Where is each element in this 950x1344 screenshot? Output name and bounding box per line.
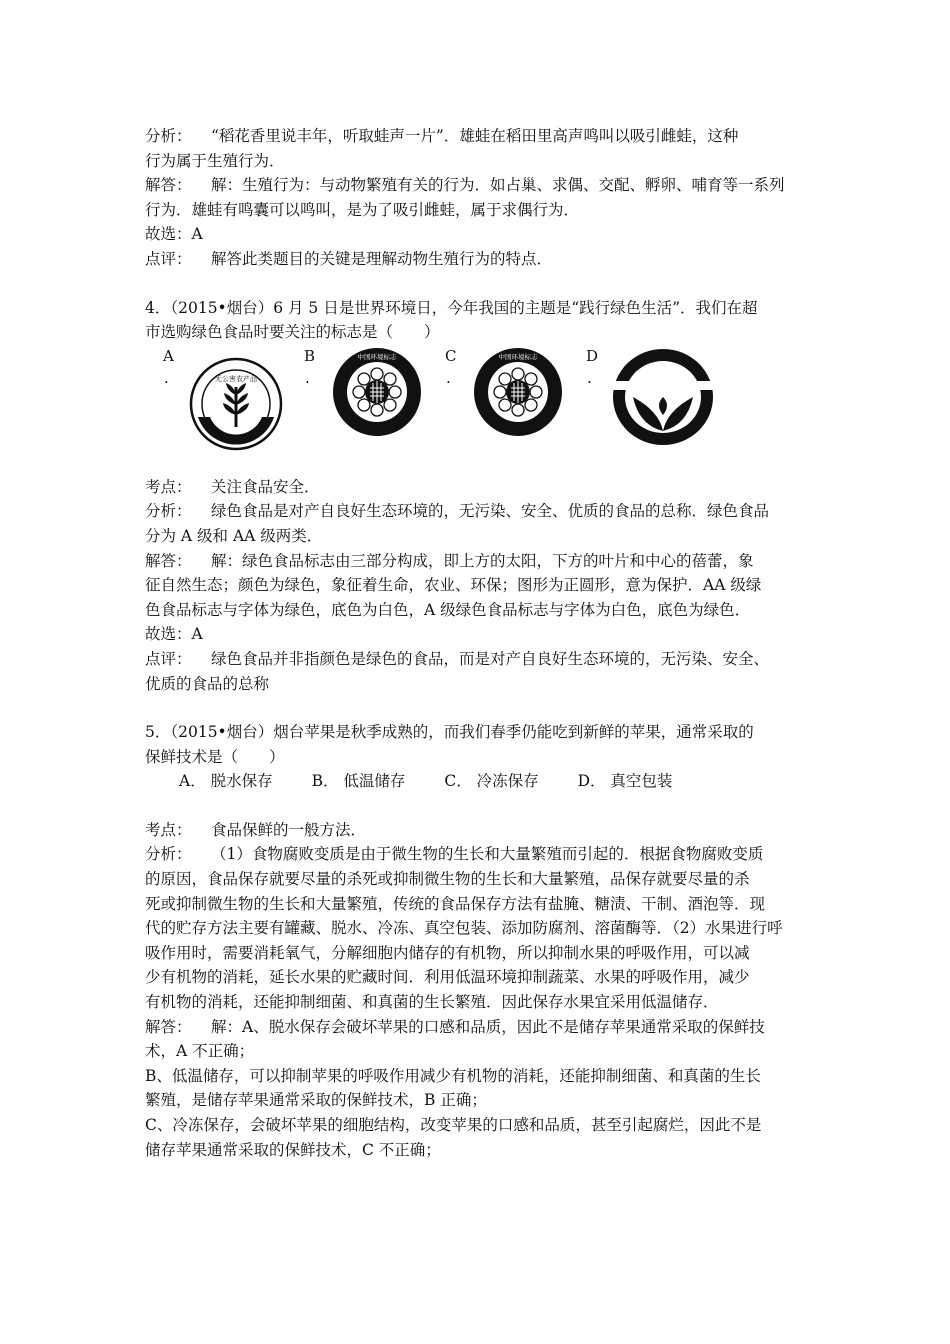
option-a-dot: .: [164, 368, 169, 387]
q4-comment-line-2: 优质的食品的总称: [145, 674, 270, 693]
option-d-dot: .: [587, 368, 592, 387]
q5-analysis-line-5: 吸作用时，需要消耗氧气，分解细胞内储存的有机物，所以抑制水果的呼吸作用，可以减: [145, 943, 750, 962]
q4-answer-line-2: 征自然生态；颜色为绿色，象征着生命，农业、环保；图形为正圆形，意为保护．AA 级绿: [145, 576, 762, 595]
q5-stem-line-2: 保鲜技术是（ ）: [145, 747, 285, 766]
environmental-label-logo[interactable]: [473, 347, 563, 437]
q4-comment-line-1: 点评： 绿色食品并非指颜色是绿色的食品，而是对产自良好生态环境的，无污染、安全、: [145, 647, 811, 672]
q5-options: [145, 769, 811, 794]
analysis-label: 分析：: [145, 502, 192, 521]
answer-label: 解答：: [145, 551, 192, 570]
comment-label: 点评：: [145, 649, 192, 668]
analysis-label: 分析：: [145, 127, 192, 145]
environmental-label-logo[interactable]: [332, 347, 422, 437]
q4-stem-line-2: 市选购绿色食品时要关注的标志是（ ）: [145, 323, 440, 342]
q4-stem-line-1: 4．（2015•烟台）6 月 5 日是世界环境日，今年我国的主题是“践行绿色生活”．我们在超: [145, 298, 758, 317]
option-a-letter: A: [163, 346, 174, 365]
q5-analysis-line-7: 有机物的消耗，还能抑制细菌、和真菌的生长繁殖．因此保存水果宜采用低温储存．: [145, 993, 719, 1012]
answer-label: 解答：: [145, 176, 192, 195]
q4-answer-line-1: 解答： 解：绿色食品标志由三部分构成，即上方的太阳，下方的叶片和中心的蓓蕾，象: [145, 549, 811, 574]
q4-analysis-line-2: 分为 A 级和 AA 级两类．: [145, 526, 323, 545]
analysis-label: 分析：: [145, 845, 192, 864]
option-b-letter: B: [304, 346, 316, 365]
green-food-logo[interactable]: [611, 347, 715, 447]
q5-answer-line-1: 解答： 解：A、脱水保存会破坏苹果的口感和品质，因此不是储存苹果通常采取的保鲜技: [145, 1015, 811, 1040]
q5-answer-line-6: 储存苹果通常采取的保鲜技术，C 不正确；: [145, 1140, 441, 1159]
q5-answer-line-5: C、冷冻保存，会破坏苹果的细胞结构，改变苹果的口感和品质，甚至引起腐烂，因此不是: [145, 1116, 762, 1134]
q5-stem-line-1: 5．（2015•烟台）烟台苹果是秋季成熟的，而我们春季仍能吃到新鲜的苹果，通常采取的: [145, 723, 754, 742]
q5-answer-line-3: B、低温储存，可以抑制苹果的呼吸作用减少有机物的消耗，还能抑制细菌、和真菌的生长: [145, 1066, 761, 1085]
q5-answer-line-4: 繁殖，是储存苹果通常采取的保鲜技术，B 正确；: [145, 1091, 487, 1110]
q3-choice: 故选：A: [145, 225, 203, 244]
point-label: 考点：: [145, 820, 192, 839]
environmental-label-logo-text: 中国环境标志: [357, 352, 397, 361]
q4-choice: 故选：A: [145, 625, 203, 644]
q3-analysis-line-1: 分析： “稻花香里说丰年，听取蛙声一片”．雄蛙在稻田里高声鸣叫以吸引雌蛙，这种: [145, 124, 811, 149]
q4-image-options: [145, 347, 811, 475]
option-b-dot: .: [305, 368, 310, 387]
option-a[interactable]: A． 脱水保存: [179, 772, 273, 791]
q5-analysis-line-1: 分析： （1）食物腐败变质是由于微生物的生长和大量繁殖而引起的．根据食物腐败变质: [145, 842, 811, 867]
q4-point: 考点： 关注食品安全．: [145, 475, 811, 500]
q5-analysis-line-6: 少有机物的消耗，延长水果的贮藏时间．利用低温环境抑制蔬菜、水果的呼吸作用，减少: [145, 968, 750, 987]
q3-analysis-line-2: 行为属于生殖行为．: [145, 151, 285, 170]
option-b[interactable]: B． 低温储存: [311, 772, 406, 791]
q3-comment: 点评： 解答此类题目的关键是理解动物生殖行为的特点．: [145, 247, 811, 272]
q3-answer-line-1: 解答： 解：生殖行为：与动物繁殖有关的行为．如占巢、求偶、交配、孵卵、哺育等一系列: [145, 173, 811, 198]
q5-point: 考点： 食品保鲜的一般方法．: [145, 818, 811, 843]
comment-label: 点评：: [145, 249, 192, 268]
q3-answer-line-2: 行为．雄蛙有鸣囊可以鸣叫，是为了吸引雌蛙，属于求偶行为．: [145, 200, 580, 219]
q5-analysis-line-3: 死或抑制微生物的生长和大量繁殖，传统的食品保存方法有盐腌、糖渍、干制、酒泡等．现: [145, 894, 766, 913]
option-c[interactable]: C． 冷冻保存: [444, 772, 539, 791]
option-c-letter: C: [445, 346, 457, 365]
q4-answer-line-3: 色食品标志与字体为绿色，底色为白色，A 级绿色食品标志与字体为白色，底色为绿色．: [145, 600, 751, 619]
q5-analysis-line-4: 代的贮存方法主要有罐藏、脱水、冷冻、真空包装、添加防腐剂、溶菌酶等．（2）水果进行呼: [145, 919, 783, 938]
q4-analysis-line-1: 分析： 绿色食品是对产自良好生态环境的，无污染、安全、优质的食品的总称．绿色食品: [145, 499, 811, 524]
option-d[interactable]: D． 真空包装: [577, 772, 673, 791]
option-c-dot: .: [446, 368, 451, 387]
option-d-letter: D: [586, 346, 599, 365]
q5-answer-line-2: 术，A 不正确；: [145, 1042, 255, 1061]
environmental-label-logo-text: 中国环境标志: [498, 352, 538, 361]
q5-analysis-line-2: 的原因，食品保存就要尽量的杀死或抑制微生物的生长和大量繁殖，品保存就要尽量的杀: [145, 870, 750, 889]
document-page: [145, 124, 811, 1162]
answer-label: 解答：: [145, 1017, 192, 1036]
wheat-seal-logo-text: 无公害农产品: [215, 374, 257, 383]
wheat-seal-logo[interactable]: [189, 357, 283, 451]
point-label: 考点：: [145, 477, 192, 496]
